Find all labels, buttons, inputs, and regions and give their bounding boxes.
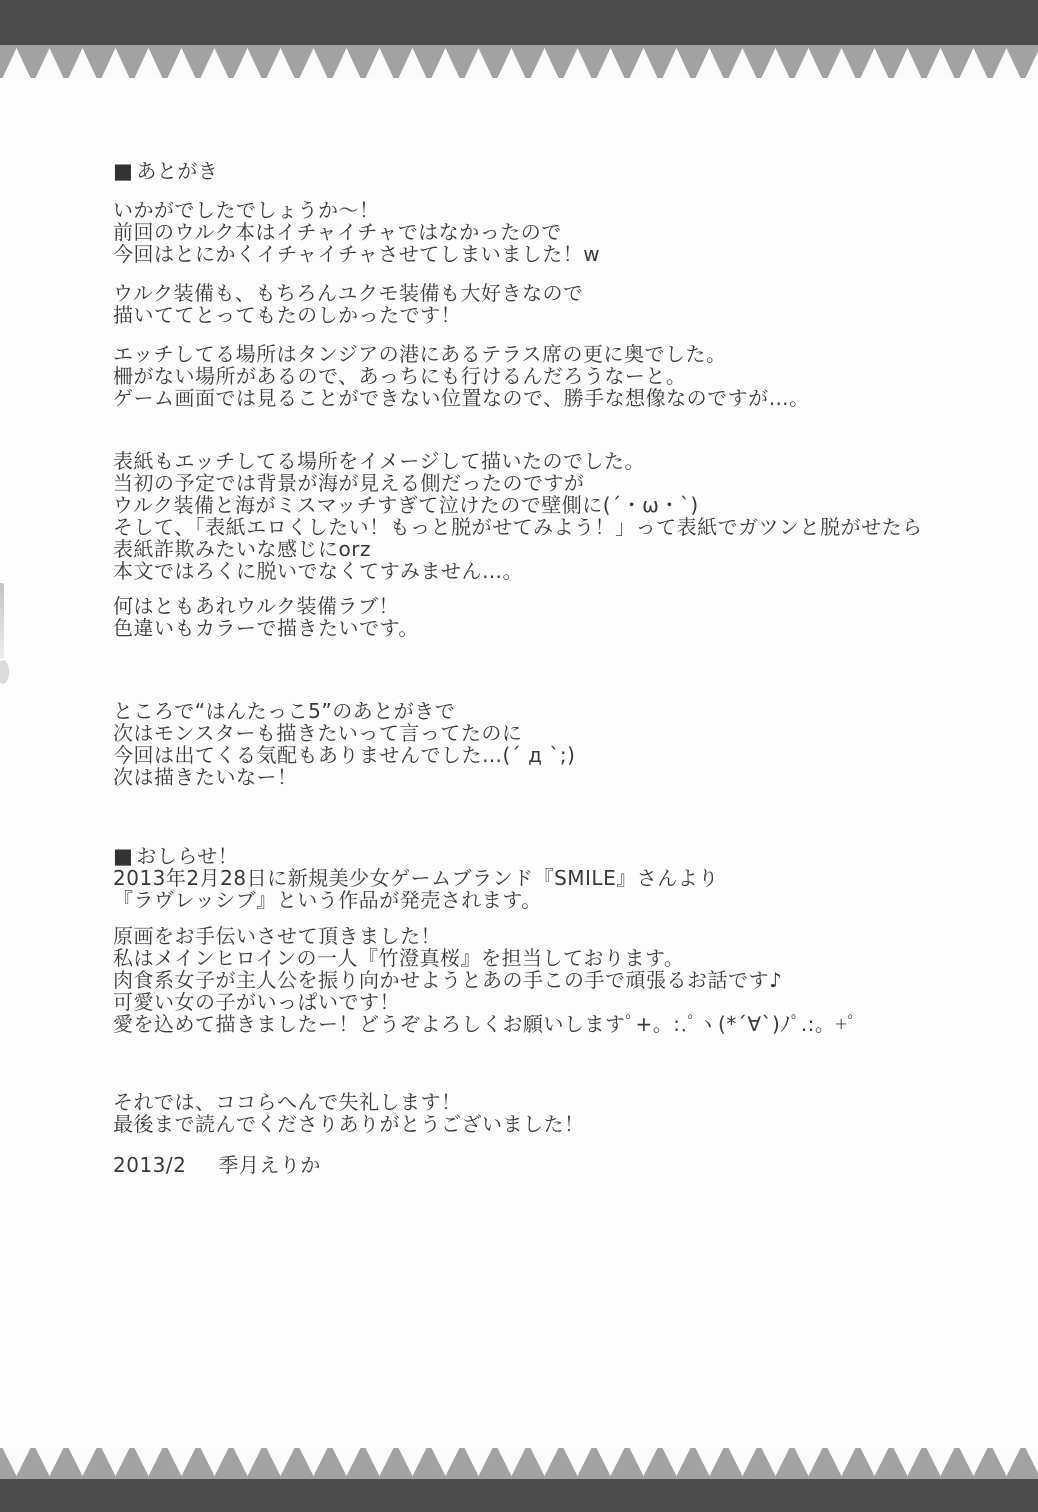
text-line: ゲーム画面では見ることができない位置なので、勝手な想像なのですが…。: [113, 386, 810, 410]
text-line: 今回はとにかくイチャイチャさせてしまいました！w: [113, 242, 601, 266]
closing-paragraph: [113, 1091, 585, 1135]
signature-date: 2013/2: [113, 1153, 187, 1177]
square-bullet-icon: ■: [113, 844, 134, 868]
text-line: 肉食系女子が主人公を振り向かせようとあの手この手で頑張るお話です♪: [113, 968, 783, 992]
announcement-heading-label: おしらせ！: [136, 844, 239, 868]
signature-line: [113, 1154, 321, 1176]
text-line: 表紙詐欺みたいな感じにorz: [113, 537, 371, 561]
text-line: 本文ではろくに脱いでなくてすみません…。: [113, 559, 523, 583]
bottom-solid-band: [0, 1479, 1038, 1512]
text-line: 表紙もエッチしてる場所をイメージして描いたのでした。: [113, 449, 645, 473]
text-line: そして、「表紙エロくしたい！もっと脱がせてみよう！」って表紙でガツンと脱がせたら: [113, 515, 923, 539]
text-line: ところで“はんたっこ5”のあとがきで: [113, 699, 456, 723]
afterword-paragraph-1: [113, 199, 600, 265]
afterword-paragraph-5: [113, 595, 419, 639]
text-line: 可愛い女の子がいっぱいです！: [113, 990, 400, 1014]
text-line: 色違いもカラーで描きたいです。: [113, 616, 419, 640]
text-line: 愛を込めて描きましたー！どうぞよろしくお願いしますﾟ+。:.ﾟヽ(*´∀`)ﾉﾟ.:。+ﾟ: [113, 1012, 858, 1036]
text-line: エッチしてる場所はタンジアの港にあるテラス席の更に奥でした。: [113, 342, 727, 366]
page-border-bottom: [0, 1448, 1038, 1512]
text-line: 柵がない場所があるので、あっちにも行けるんだろうなーと。: [113, 364, 687, 388]
scan-artifact-blob: [0, 660, 9, 684]
afterword-paragraph-4: [113, 450, 923, 582]
text-line: ウルク装備と海がミスマッチすぎて泣けたので壁側に(´・ω・`): [113, 493, 699, 517]
bottom-zigzag-pattern: [0, 1448, 1038, 1479]
text-line: 描いててとってもたのしかったです！: [113, 303, 462, 327]
afterword-heading: [113, 160, 218, 182]
text-line: 『ラヴレッシブ』という作品が発売されます。: [113, 888, 542, 912]
text-line: それでは、ココらへんで失礼します！: [113, 1090, 462, 1114]
square-bullet-icon: ■: [113, 159, 134, 183]
announcement-section: [113, 845, 719, 911]
text-line: 最後まで読んでくださりありがとうございました！: [113, 1112, 585, 1136]
text-line: いかがでしたでしょうか～！: [113, 198, 380, 222]
afterword-heading-label: あとがき: [136, 159, 219, 183]
text-line: 今回は出てくる気配もありませんでした…(´ д `;): [113, 743, 576, 767]
top-solid-band: [0, 0, 1038, 45]
afterword-paragraph-3: [113, 343, 810, 409]
text-line: 私はメインヒロインの一人『竹澄真桜』を担当しております。: [113, 946, 685, 970]
text-line: ウルク装備も、もちろんユクモ装備も大好きなので: [113, 281, 584, 305]
text-line: 2013年2月28日に新規美少女ゲームブランド『SMILE』さんより: [113, 866, 719, 890]
top-zigzag-pattern: [0, 45, 1038, 78]
text-line: 当初の予定では背景が海が見える側だったのですが: [113, 471, 585, 495]
text-line: 次はモンスターも描きたいって言ってたのに: [113, 721, 523, 745]
text-line: 前回のウルク本はイチャイチャではなかったので: [113, 220, 562, 244]
text-line: 原画をお手伝いさせて頂きました！: [113, 924, 441, 948]
afterword-paragraph-2: [113, 282, 584, 326]
page-border-top: [0, 0, 1038, 78]
signature-author: 季月えりか: [218, 1153, 321, 1177]
text-line: 何はともあれウルク装備ラブ！: [113, 594, 399, 618]
announcement-paragraph-2: [113, 925, 858, 1035]
afterword-paragraph-6: [113, 700, 575, 788]
scan-artifact-streak: [0, 583, 4, 659]
announcement-heading: [113, 845, 719, 867]
text-line: 次は描きたいなー！: [113, 765, 298, 789]
